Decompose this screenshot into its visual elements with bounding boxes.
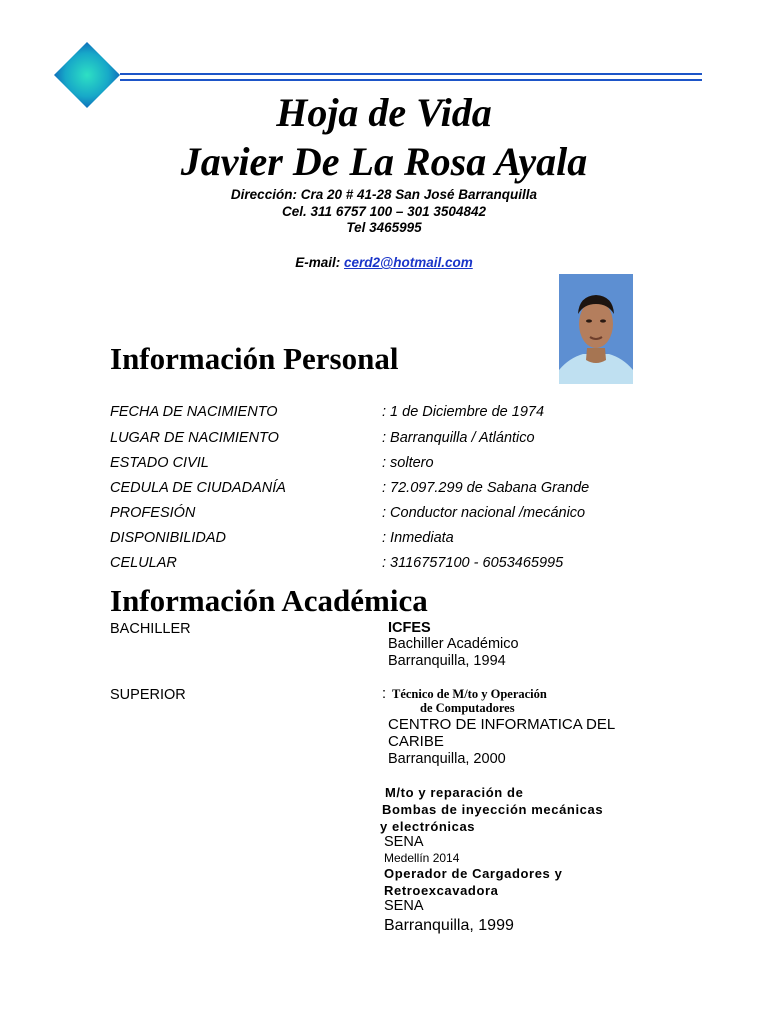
id-card-value: : 72.097.299 de Sabana Grande — [382, 480, 590, 496]
telephone-line: Tel 3465995 — [346, 220, 422, 235]
course2-title-line2: Retroexcavadora — [384, 883, 499, 898]
marital-status-value: : soltero — [382, 455, 434, 471]
superior-institution-line1: CENTRO DE INFORMATICA DEL — [388, 716, 616, 733]
course1-title-line1: M/to y reparación de — [385, 785, 524, 800]
course2-place-year: Barranquilla, 1999 — [384, 917, 514, 934]
email-label: E-mail: — [295, 255, 345, 270]
course2-institution: SENA — [384, 898, 424, 914]
mobile-label: CELULAR — [110, 555, 177, 571]
superior-place-year: Barranquilla, 2000 — [388, 751, 506, 767]
marital-status-label: ESTADO CIVIL — [110, 455, 209, 471]
document-title: Hoja de Vida — [276, 90, 492, 135]
superior-degree-line2: de Computadores — [420, 701, 515, 715]
profession-label: PROFESIÓN — [110, 505, 196, 521]
id-card-label: CEDULA DE CIUDADANÍA — [110, 480, 286, 496]
profile-photo — [559, 274, 633, 384]
superior-institution-line2: CARIBE — [388, 733, 444, 750]
superior-degree-line1: Técnico de M/to y Operación — [392, 687, 547, 701]
birthplace-label: LUGAR DE NACIMIENTO — [110, 430, 279, 446]
highschool-label: BACHILLER — [110, 621, 191, 637]
birthdate-value: : 1 de Diciembre de 1974 — [382, 404, 545, 420]
profession-value: : Conductor nacional /mecánico — [382, 505, 586, 521]
superior-label: SUPERIOR — [110, 687, 186, 703]
course1-title-line3: y electrónicas — [380, 819, 476, 834]
highschool-place-year: Barranquilla, 1994 — [388, 653, 506, 669]
mobile-value: : 3116757100 - 6053465995 — [382, 555, 564, 571]
header-rule-top — [120, 73, 702, 75]
course1-institution: SENA — [384, 834, 424, 850]
availability-value: : Inmediata — [382, 530, 454, 546]
personal-info-heading: Información Personal — [110, 341, 399, 376]
highschool-institution: ICFES — [388, 620, 431, 636]
address-line: Dirección: Cra 20 # 41-28 San José Barranquilla — [230, 187, 538, 202]
person-photo-icon — [559, 274, 633, 384]
course1-place-year: Medellín 2014 — [384, 851, 460, 865]
course1-title-line2: Bombas de inyección mecánicas — [382, 802, 604, 817]
highschool-degree: Bachiller Académico — [388, 636, 519, 652]
email-link[interactable]: cerd2@hotmail.com — [344, 255, 473, 270]
availability-label: DISPONIBILIDAD — [110, 530, 227, 546]
birthdate-label: FECHA DE NACIMIENTO — [110, 404, 278, 420]
header-rule-bottom — [120, 79, 702, 81]
person-name: Javier De La Rosa Ayala — [180, 139, 588, 184]
academic-info-heading: Información Académica — [110, 583, 428, 618]
course2-title-line1: Operador de Cargadores y — [384, 866, 563, 881]
birthplace-value: : Barranquilla / Atlántico — [382, 430, 535, 446]
superior-colon: : — [382, 686, 387, 702]
email-line — [0, 255, 768, 271]
cellphone-line: Cel. 311 6757 100 – 301 3504842 — [282, 204, 486, 219]
